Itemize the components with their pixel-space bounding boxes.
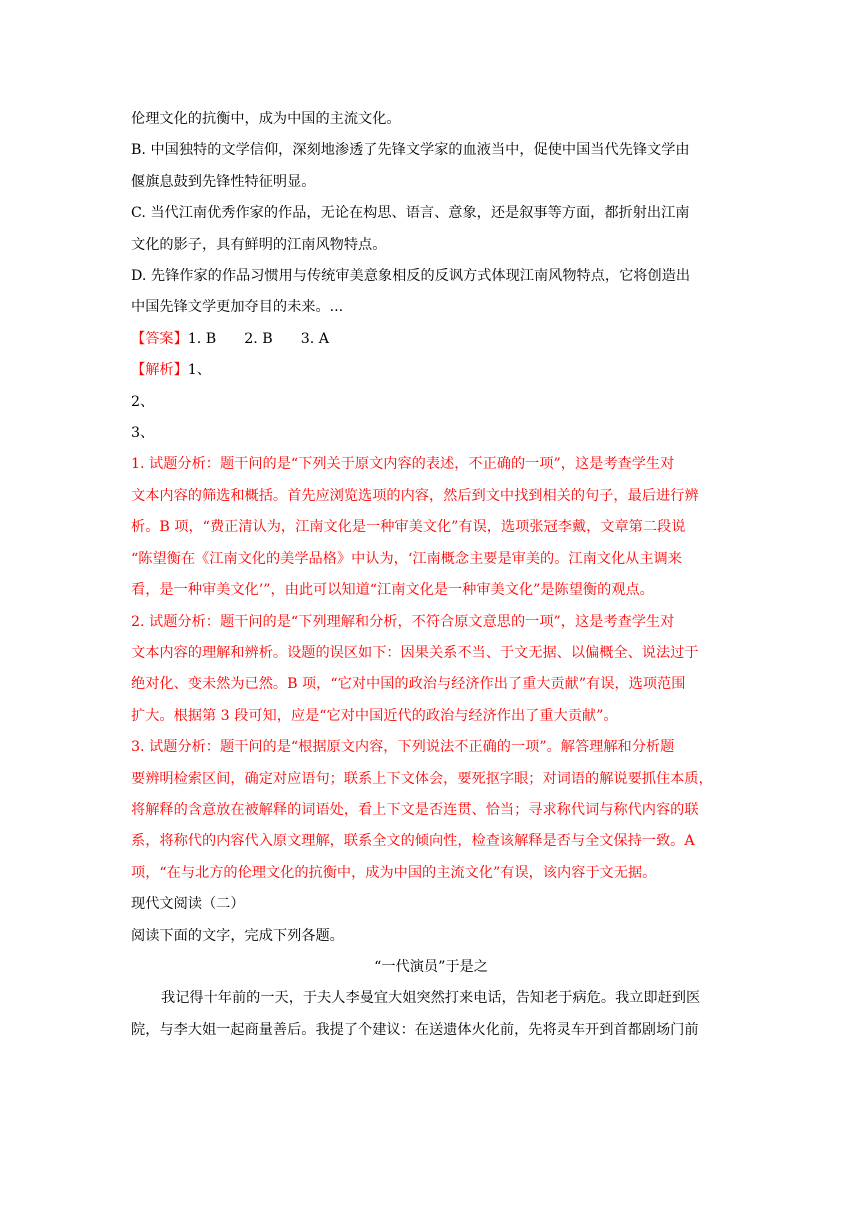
explanation-2-line-4: 扩大。根据第 3 段可知，应是“它对中国近代的政治与经济作出了重大贡献”。 xyxy=(131,707,618,724)
explanation-3-line-1: 3. 试题分析：题干问的是“根据原文内容，下列说法不正确的一项”。解答理解和分析题 xyxy=(131,739,675,756)
section-instruction: 阅读下面的文字，完成下列各题。 xyxy=(131,927,344,944)
section-heading: 现代文阅读（二） xyxy=(131,896,245,913)
article-title: “一代演员”于是之 xyxy=(374,958,488,975)
article-paragraph-line-2: 院，与李大姐一起商量善后。我提了个建议：在送遗体火化前，先将灵车开到首都剧场门前 xyxy=(131,1021,699,1038)
analysis-label: 【解析】 xyxy=(131,362,188,379)
analysis-line xyxy=(131,355,731,386)
document-body xyxy=(131,104,731,1046)
analysis-num-3: 3、 xyxy=(131,425,155,442)
option-b-line-1: B. 中国独特的文学信仰，深刻地渗透了先锋文学家的血液当中，促使中国当代先锋文学由 xyxy=(131,142,690,159)
explanation-2-line-2: 文本内容的理解和辨析。设题的误区如下：因果关系不当、于文无据、以偏概全、说法过于 xyxy=(131,644,699,661)
explanation-3-line-2: 要辨明检索区间，确定对应语句；联系上下文体会，要死抠字眼；对词语的解说要抓住本质， xyxy=(131,770,713,787)
answer-label: 【答案】 xyxy=(131,330,188,347)
explanation-3-line-5: 项，“在与北方的伦理文化的抗衡中，成为中国的主流文化”有误，该内容于文无据。 xyxy=(131,864,657,881)
answer-line xyxy=(131,324,731,355)
answer-item-1: 1. B xyxy=(187,330,217,347)
explanation-1-line-3: 析。B 项，“费正清认为，江南文化是一种审美文化”有误，选项张冠李戴，文章第二段说 xyxy=(131,519,686,536)
analysis-num-1: 1、 xyxy=(187,362,211,379)
explanation-3-line-4: 系，将称代的内容代入原文理解，联系全文的倾向性，检查该解释是否与全文保持一致。A xyxy=(131,833,695,850)
explanation-1-line-2: 文本内容的筛选和概括。首先应浏览选项的内容，然后到文中找到相关的句子，最后进行辨 xyxy=(131,487,699,504)
explanation-2-line-1: 2. 试题分析：题干问的是“下列理解和分析，不符合原文意思的一项”，这是考查学生对 xyxy=(131,613,675,630)
option-d-line-1: D. 先锋作家的作品习惯用与传统审美意象相反的反讽方式体现江南风物特点，它将创造出 xyxy=(131,268,691,285)
option-c-line-2: 文化的影子，具有鲜明的江南风物特点。 xyxy=(131,236,387,253)
option-d-line-2: 中国先锋文学更加夺目的未来。... xyxy=(131,299,344,316)
answer-item-3: 3. A xyxy=(300,330,330,347)
article-paragraph-line-1: 我记得十年前的一天，于夫人李曼宜大姐突然打来电话，告知老于病危。我立即赶到医 xyxy=(161,990,701,1007)
option-a-end: 伦理文化的抗衡中，成为中国的主流文化。 xyxy=(131,111,401,127)
explanation-1-line-5: 看，是一种审美文化’”，由此可以知道“江南文化是一种审美文化”是陈望衡的观点。 xyxy=(131,582,654,599)
explanation-3-line-3: 将解释的含意放在被解释的词语处，看上下文是否连贯、恰当；寻求称代词与称代内容的联 xyxy=(131,801,699,818)
explanation-1-line-1: 1. 试题分析：题干问的是“下列关于原文内容的表述，不正确的一项”，这是考查学生对 xyxy=(131,456,675,473)
explanation-1-line-4: “陈望衡在《江南文化的美学品格》中认为，‘江南概念主要是审美的。江南文化从主调来 xyxy=(131,550,682,567)
option-b-line-2: 偃旗息鼓到先锋性特征明显。 xyxy=(131,173,316,190)
option-c-line-1: C. 当代江南优秀作家的作品，无论在构思、语言、意象，还是叙事等方面，都折射出江南 xyxy=(131,205,690,222)
answer-item-2: 2. B xyxy=(244,330,273,347)
explanation-2-line-3: 绝对化、变未然为已然。B 项，“它对中国的政治与经济作出了重大贡献”有误，选项范围 xyxy=(131,676,686,693)
analysis-num-2: 2、 xyxy=(131,393,155,410)
